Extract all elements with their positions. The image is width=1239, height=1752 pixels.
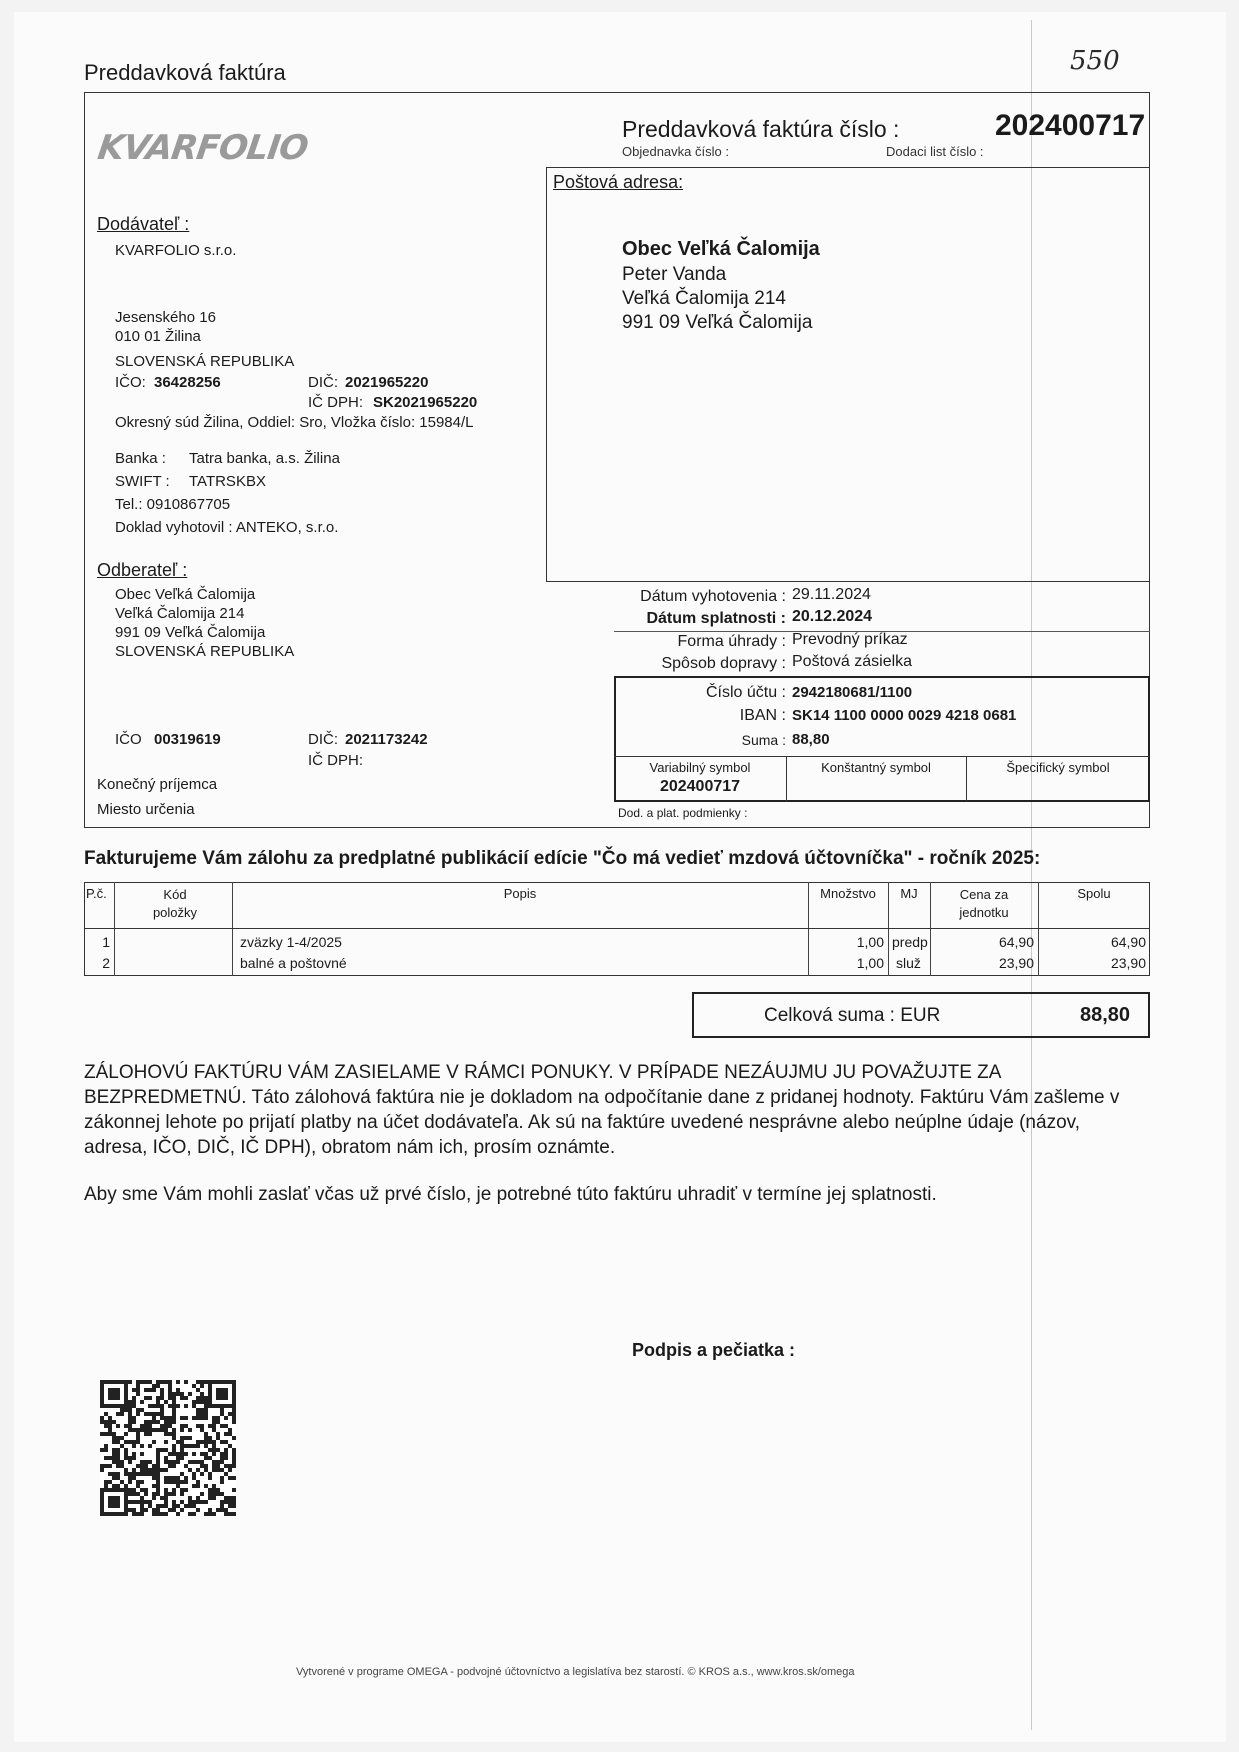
- supplier-country: SLOVENSKÁ REPUBLIKA: [115, 353, 295, 370]
- postal-address-heading: Poštová adresa:: [553, 172, 684, 192]
- payment-method-label: Forma úhrady :: [677, 633, 786, 650]
- th-desc: Popis: [503, 886, 537, 901]
- supplier-icdph: SK2021965220: [373, 394, 478, 411]
- handwritten-note: 550: [1070, 46, 1120, 76]
- supplier-street: Jesenského 16: [115, 309, 216, 326]
- supplier-registry: Okresný súd Žilina, Oddiel: Sro, Vložka číslo: 15984/L: [115, 414, 474, 431]
- transport-label: Spôsob dopravy :: [661, 655, 786, 672]
- row2-total: 23,90: [1110, 955, 1146, 971]
- row2-desc: balné a poštovné: [240, 955, 347, 971]
- notice-paragraph-1: ZÁLOHOVÚ FAKTÚRU VÁM ZASIELAME V RÁMCI PONUKY. V PRÍPADE NEZÁUJMU JU POVAŽUJTE ZA BEZPREDMETNÚ. Táto zálohová faktúra nie je dokladom na odpočítanie dane z pridanej hodnoty. Faktúru Vám zašleme v zákonnej lehote po prijatí platby na účet dodávateľa. Ak sú na faktúre uvedené nesprávne alebo neúplne údaje (názov, adresa, IČO, DIČ, IČ DPH), obratom nám ich, prosím oznámte.: [84, 1062, 1120, 1158]
- symbols-divider: [614, 756, 1150, 757]
- col-sep-1: [114, 882, 115, 976]
- issue-date-label: Dátum vyhotovenia :: [640, 588, 786, 605]
- sum-value: 88,80: [792, 731, 830, 748]
- supplier-name: KVARFOLIO s.r.o.: [115, 242, 237, 259]
- constant-symbol-label: Konštantný symbol: [821, 760, 931, 775]
- document-title: Preddavková faktúra: [84, 60, 286, 85]
- order-number-label: Objednavka číslo :: [622, 144, 729, 159]
- swift-code: TATRSKBX: [189, 473, 266, 490]
- th-price: Cena za jednotku: [959, 887, 1009, 920]
- total-label: Celková suma : EUR: [764, 1005, 941, 1026]
- specific-symbol-label: Špecifický symbol: [1006, 760, 1110, 775]
- row1-qty: 1,00: [856, 934, 884, 950]
- postal-city: 991 09 Veľká Čalomija: [622, 312, 813, 333]
- th-code: Kód položky: [152, 887, 198, 920]
- row1-price: 64,90: [998, 934, 1034, 950]
- sum-label: Suma :: [741, 732, 786, 748]
- due-date: 20.12.2024: [792, 608, 873, 625]
- footer-text: Vytvorené v programe OMEGA - podvojné účtovníctvo a legislatíva bez starostí. © KROS a.s., www.kros.sk/omega: [296, 1666, 855, 1678]
- bank-label: Banka :: [115, 450, 166, 467]
- th-unit: MJ: [900, 886, 918, 901]
- transport: Poštová zásielka: [792, 653, 913, 670]
- customer-dic-label: DIČ:: [308, 731, 338, 748]
- row2-unit: služ: [896, 955, 921, 971]
- supplier-phone: Tel.: 0910867705: [115, 496, 231, 513]
- postal-street: Veľká Čalomija 214: [622, 288, 786, 309]
- row2-price: 23,90: [998, 955, 1034, 971]
- th-qty: Množstvo: [820, 886, 876, 901]
- qr-code-graphic: [100, 1380, 236, 1516]
- company-logo: KVARFOLIO: [95, 128, 311, 168]
- conditions-label: Dod. a plat. podmienky :: [618, 806, 748, 820]
- postal-name: Obec Veľká Čalomija: [622, 238, 820, 260]
- due-date-label: Dátum splatnosti :: [646, 610, 786, 627]
- customer-dic: 2021173242: [345, 731, 428, 748]
- row1-desc: zväzky 1-4/2025: [240, 934, 342, 950]
- swift-label: SWIFT :: [115, 473, 170, 490]
- row1-unit: predp: [892, 934, 928, 950]
- variable-symbol: 202400717: [659, 778, 741, 795]
- postal-address-box: [546, 167, 1150, 582]
- customer-city: 991 09 Veľká Čalomija: [115, 624, 266, 641]
- supplier-icdph-label: IČ DPH:: [308, 394, 364, 411]
- total-value: 88,80: [1080, 1004, 1131, 1026]
- supplier-dic: 2021965220: [345, 374, 429, 391]
- customer-country: SLOVENSKÁ REPUBLIKA: [115, 643, 295, 660]
- billing-text: Fakturujeme Vám zálohu za predplatné publikácií edície "Čo má vedieť mzdová účtovníčka" - ročník 2025:: [84, 848, 1041, 869]
- final-recipient-label: Konečný príjemca: [97, 776, 218, 793]
- qr-code: [100, 1380, 236, 1516]
- supplier-dic-label: DIČ:: [308, 374, 338, 391]
- row2-qty: 1,00: [856, 955, 884, 971]
- customer-icdph-label: IČ DPH:: [308, 752, 364, 769]
- supplier-heading: Dodávateľ :: [97, 214, 190, 234]
- bank-name: Tatra banka, a.s. Žilina: [189, 450, 340, 467]
- issue-date: 29.11.2024: [792, 586, 871, 603]
- invoice-number-label: Preddavková faktúra číslo :: [622, 116, 900, 142]
- customer-name: Obec Veľká Čalomija: [115, 586, 256, 603]
- table-header-divider: [84, 928, 1150, 929]
- iban-label: IBAN :: [739, 707, 786, 724]
- row1-total: 64,90: [1110, 934, 1146, 950]
- destination-label: Miesto určenia: [97, 801, 195, 818]
- account-label: Číslo účtu :: [705, 684, 786, 701]
- th-total: Spolu: [1077, 886, 1111, 901]
- notice-paragraph-2: Aby sme Vám mohli zaslať včas už prvé číslo, je potrebné túto faktúru uhradiť v termíne jej splatnosti.: [84, 1184, 937, 1205]
- customer-ico: 00319619: [154, 731, 221, 748]
- account-number: 2942180681/1100: [792, 684, 913, 701]
- row2-pc: 2: [102, 955, 110, 971]
- signature-label: Podpis a pečiatka :: [632, 1340, 796, 1360]
- customer-heading: Odberateľ :: [97, 560, 188, 580]
- row1-pc: 1: [102, 934, 110, 950]
- supplier-ico: 36428256: [154, 374, 221, 391]
- iban: SK14 1100 0000 0029 4218 0681: [792, 707, 1017, 724]
- postal-person: Peter Vanda: [622, 264, 727, 285]
- invoice-number: 202400717: [995, 109, 1146, 142]
- customer-street: Veľká Čalomija 214: [115, 605, 245, 622]
- delivery-note-label: Dodaci list číslo :: [886, 144, 984, 159]
- supplier-ico-label: IČO:: [115, 374, 146, 391]
- th-pc: P.č.: [86, 886, 107, 901]
- supplier-city: 010 01 Žilina: [115, 328, 201, 345]
- customer-ico-label: IČO: [115, 731, 142, 748]
- issued-by: Doklad vyhotovil : ANTEKO, s.r.o.: [115, 519, 339, 536]
- payment-method: Prevodný príkaz: [792, 631, 908, 648]
- variable-symbol-label: Variabilný symbol: [649, 760, 751, 775]
